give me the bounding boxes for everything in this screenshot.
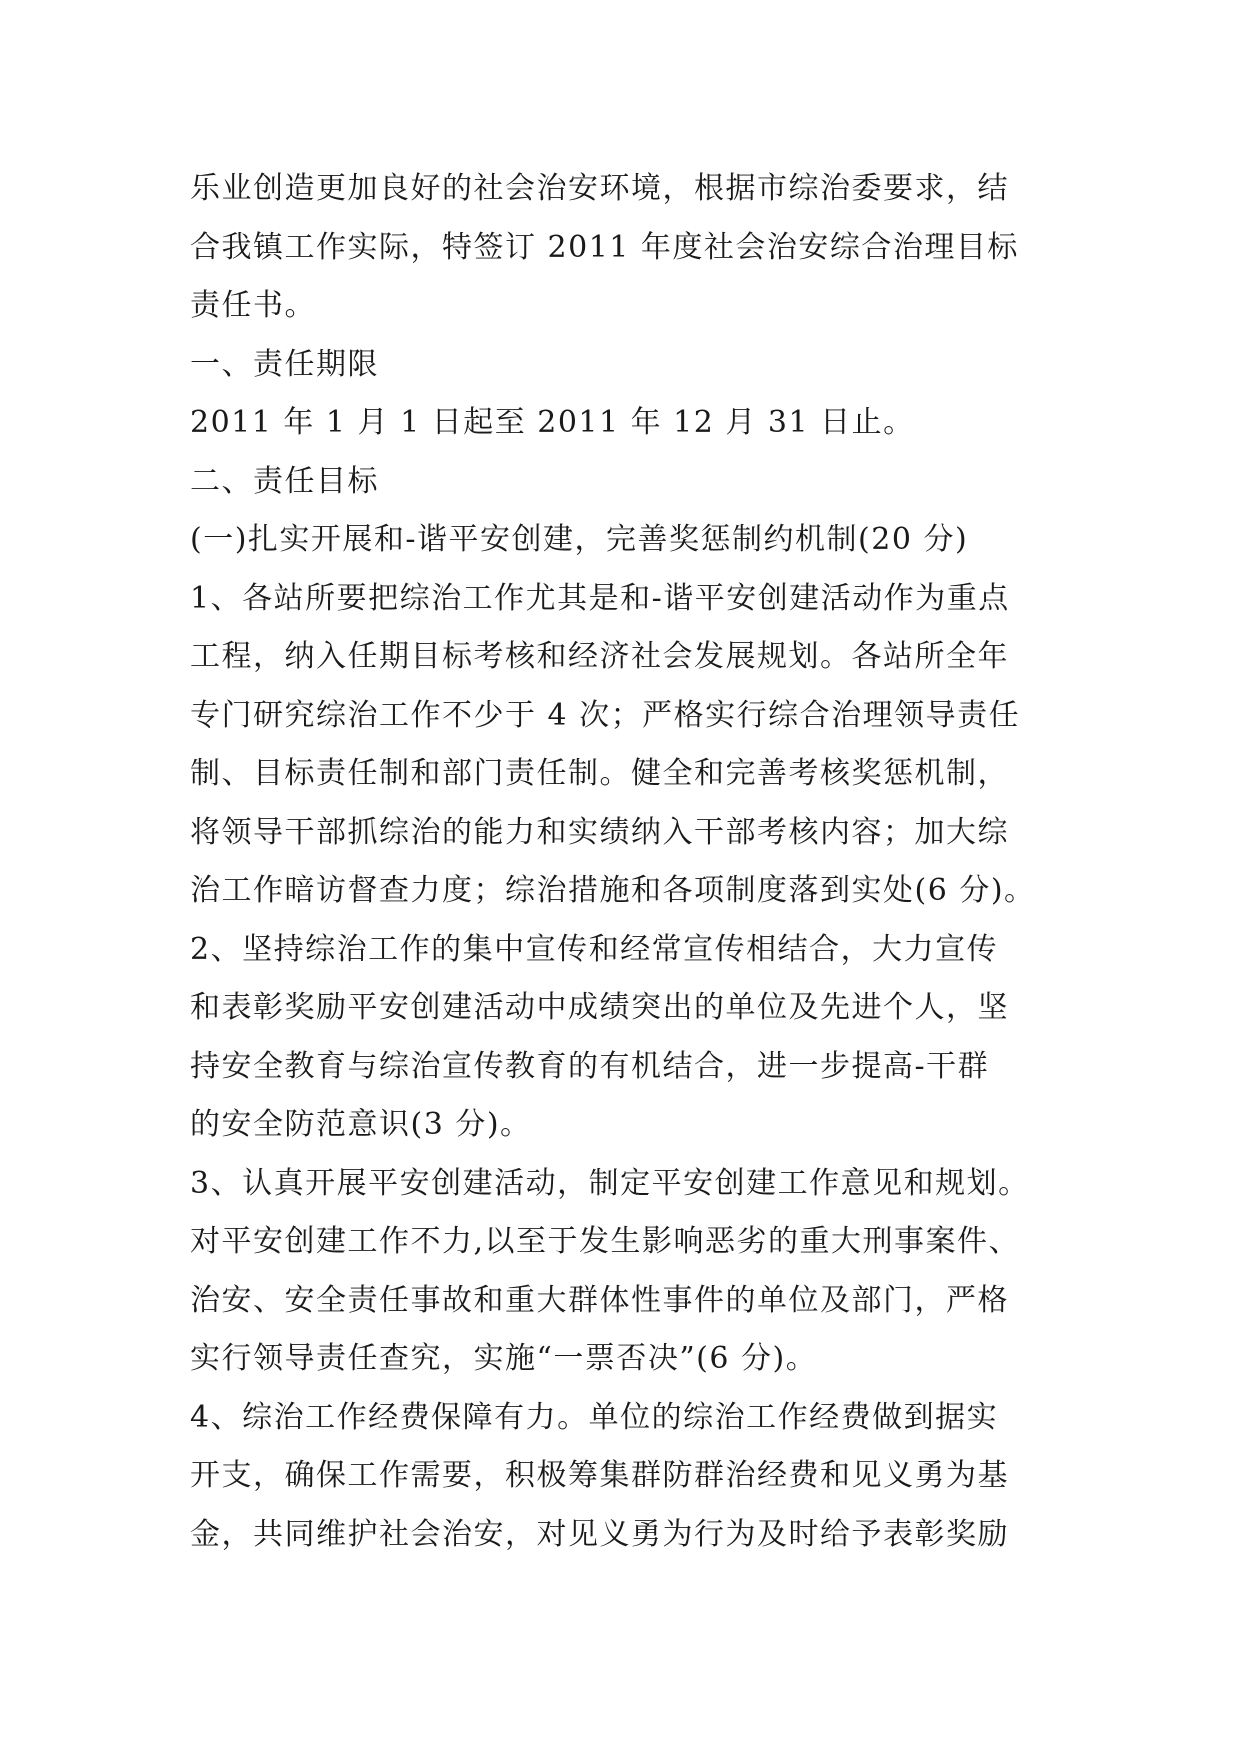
document-body <box>190 160 1060 1564</box>
text-line: 金，共同维护社会治安，对见义勇为行为及时给予表彰奖励 <box>190 1516 1009 1552</box>
text-line: 实行领导责任查究，实施“一票否决”(6 分)。 <box>190 1341 818 1376</box>
text-line: 合我镇工作实际，特签订 2011 年度社会治安综合治理目标 <box>190 229 1019 265</box>
text-line: 的安全防范意识(3 分)。 <box>190 1107 532 1142</box>
section-heading: 二、责任目标 <box>190 463 379 499</box>
text-line: 2、坚持综治工作的集中宣传和经常宣传相结合，大力宣传 <box>190 931 999 967</box>
subsection-heading: (一)扎实开展和-谐平安创建，完善奖惩制约机制(20 分) <box>190 522 969 557</box>
text-line: 治工作暗访督查力度；综治措施和各项制度落到实处(6 分)。 <box>190 873 1036 908</box>
text-line: 治安、安全责任事故和重大群体性事件的单位及部门，严格 <box>190 1282 1009 1318</box>
text-line: 持安全教育与综治宣传教育的有机结合，进一步提高-干群 <box>190 1048 990 1084</box>
text-line: 工程，纳入任期目标考核和经济社会发展规划。各站所全年 <box>190 639 1009 674</box>
text-line: 将领导干部抓综治的能力和实绩纳入干部考核内容；加大综 <box>190 814 1009 850</box>
text-line: 4、综治工作经费保障有力。单位的综治工作经费做到据实 <box>190 1399 999 1435</box>
text-line: 开支，确保工作需要，积极筹集群防群治经费和见义勇为基 <box>190 1458 1009 1493</box>
text-line: 和表彰奖励平安创建活动中成绩突出的单位及先进个人，坚 <box>190 990 1009 1025</box>
text-line: 3、认真开展平安创建活动，制定平安创建工作意见和规划。 <box>190 1165 1030 1201</box>
text-line: 乐业创造更加良好的社会治安环境，根据市综治委要求，结 <box>190 171 1009 206</box>
text-line: 责任书。 <box>190 288 316 323</box>
text-line: 专门研究综治工作不少于 4 次；严格实行综合治理领导责任 <box>190 697 1021 733</box>
text-line: 1、各站所要把综治工作尤其是和-谐平安创建活动作为重点 <box>190 580 1010 616</box>
text-line: 对平安创建工作不力,以至于发生影响恶劣的重大刑事案件、 <box>190 1224 1021 1259</box>
text-line: 2011 年 1 月 1 日起至 2011 年 12 月 31 日止。 <box>190 405 915 440</box>
text-line: 制、目标责任制和部门责任制。健全和完善考核奖惩机制， <box>190 756 1009 791</box>
section-heading: 一、责任期限 <box>190 346 379 382</box>
